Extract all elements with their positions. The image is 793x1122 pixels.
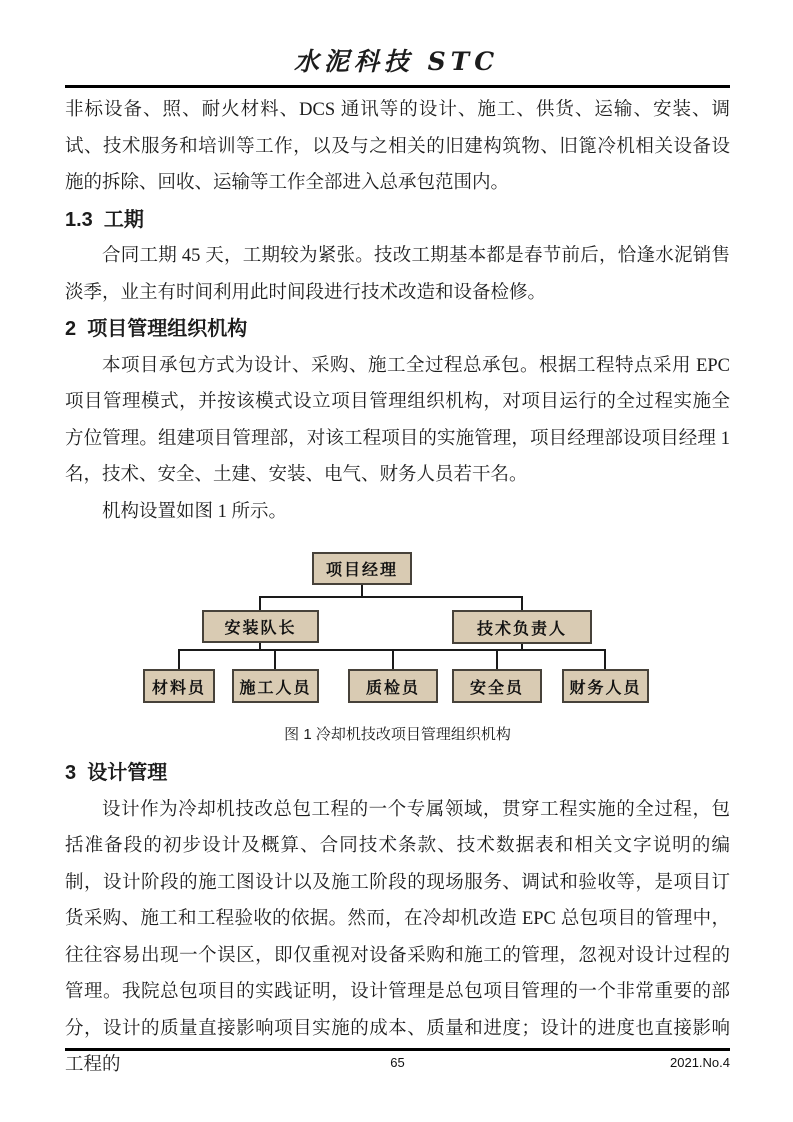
- paragraph-schedule: 合同工期 45 天，工期较为紧张。技改工期基本都是春节前后，恰逢水泥销售淡季，业主有时间利用此时间段进行技术改造和设备检修。: [65, 246, 730, 303]
- heading-section-1-3: 1.3 工期: [65, 208, 144, 231]
- paragraph-design-management: 设计作为冷却机技改总包工程的一个专属领域，贯穿工程实施的全过程，包括准备段的初步设计及概算、合同技术条款、技术数据表和相关文字说明的编制，设计阶段的施工图设计以及施工阶段的现场服务、调试和验收等，是项目订货采购、施工和工程验收的依据。然而，在冷却机改造 EPC 总包项目的管理中，往往容易出现一个误区，即仅重视对设备采购和施工的管理，忽视对设计过程的管理。我院总包项目的实践证明，设计管理是总包项目管理的一个非常重要的部分，设计的质量直接影响项目实施的成本、质量和进度；设计的进度也直接影响工程的: [65, 799, 730, 1075]
- heading-section-2: 2 项目管理组织机构: [65, 318, 248, 340]
- connector-line: [392, 649, 394, 671]
- paragraph-organization: 本项目承包方式为设计、采购、施工全过程总承包。根据工程特点采用 EPC 项目管理模式，并按该模式设立项目管理组织机构，对项目运行的全过程实施全方位管理。组建项目管理部，对该工程项目的实施管理，项目经理部设项目经理 1 名，技术、安全、土建、安装、电气、财务人员若干名。: [65, 355, 730, 485]
- org-box-technical-director: 技术负责人: [452, 610, 592, 644]
- connector-line: [178, 649, 180, 671]
- footer-row: [65, 1055, 730, 1070]
- page-footer: [65, 1048, 730, 1070]
- figure-1-caption: 图 1 冷却机技改项目管理组织机构: [284, 726, 511, 743]
- org-box-finance-staff: 财务人员: [562, 669, 649, 703]
- page-number: 65: [390, 1055, 405, 1070]
- org-box-construction-staff: 施工人员: [232, 669, 319, 703]
- paragraph-scope-continued: 非标设备、照、耐火材料、DCS 通讯等的设计、施工、供货、运输、安装、调试、技术服务和培训等工作，以及与之相关的旧建构筑物、旧篦冷机相关设备设施的拆除、回收、运输等工作全部进入总承包范围内。: [65, 100, 730, 193]
- org-box-project-manager: 项目经理: [312, 552, 412, 585]
- page-header: [0, 0, 793, 88]
- paragraph-figure-reference: 机构设置如图 1 所示。: [102, 501, 288, 522]
- org-box-installation-leader: 安装队长: [202, 610, 319, 643]
- org-box-safety-officer: 安全员: [452, 669, 542, 703]
- org-box-quality-inspector: 质检员: [348, 669, 438, 703]
- figure-1-org-chart: [65, 550, 730, 705]
- article-body: [0, 88, 793, 1084]
- footer-rule: [65, 1048, 730, 1051]
- org-box-material-clerk: 材料员: [143, 669, 215, 703]
- journal-title: 水泥科技 STC: [293, 47, 500, 76]
- connector-line: [604, 649, 606, 671]
- heading-section-3: 3 设计管理: [65, 762, 168, 784]
- issue-number: 2021.No.4: [670, 1055, 730, 1070]
- connector-line: [496, 649, 498, 671]
- connector-line: [259, 596, 523, 598]
- connector-line: [274, 649, 276, 671]
